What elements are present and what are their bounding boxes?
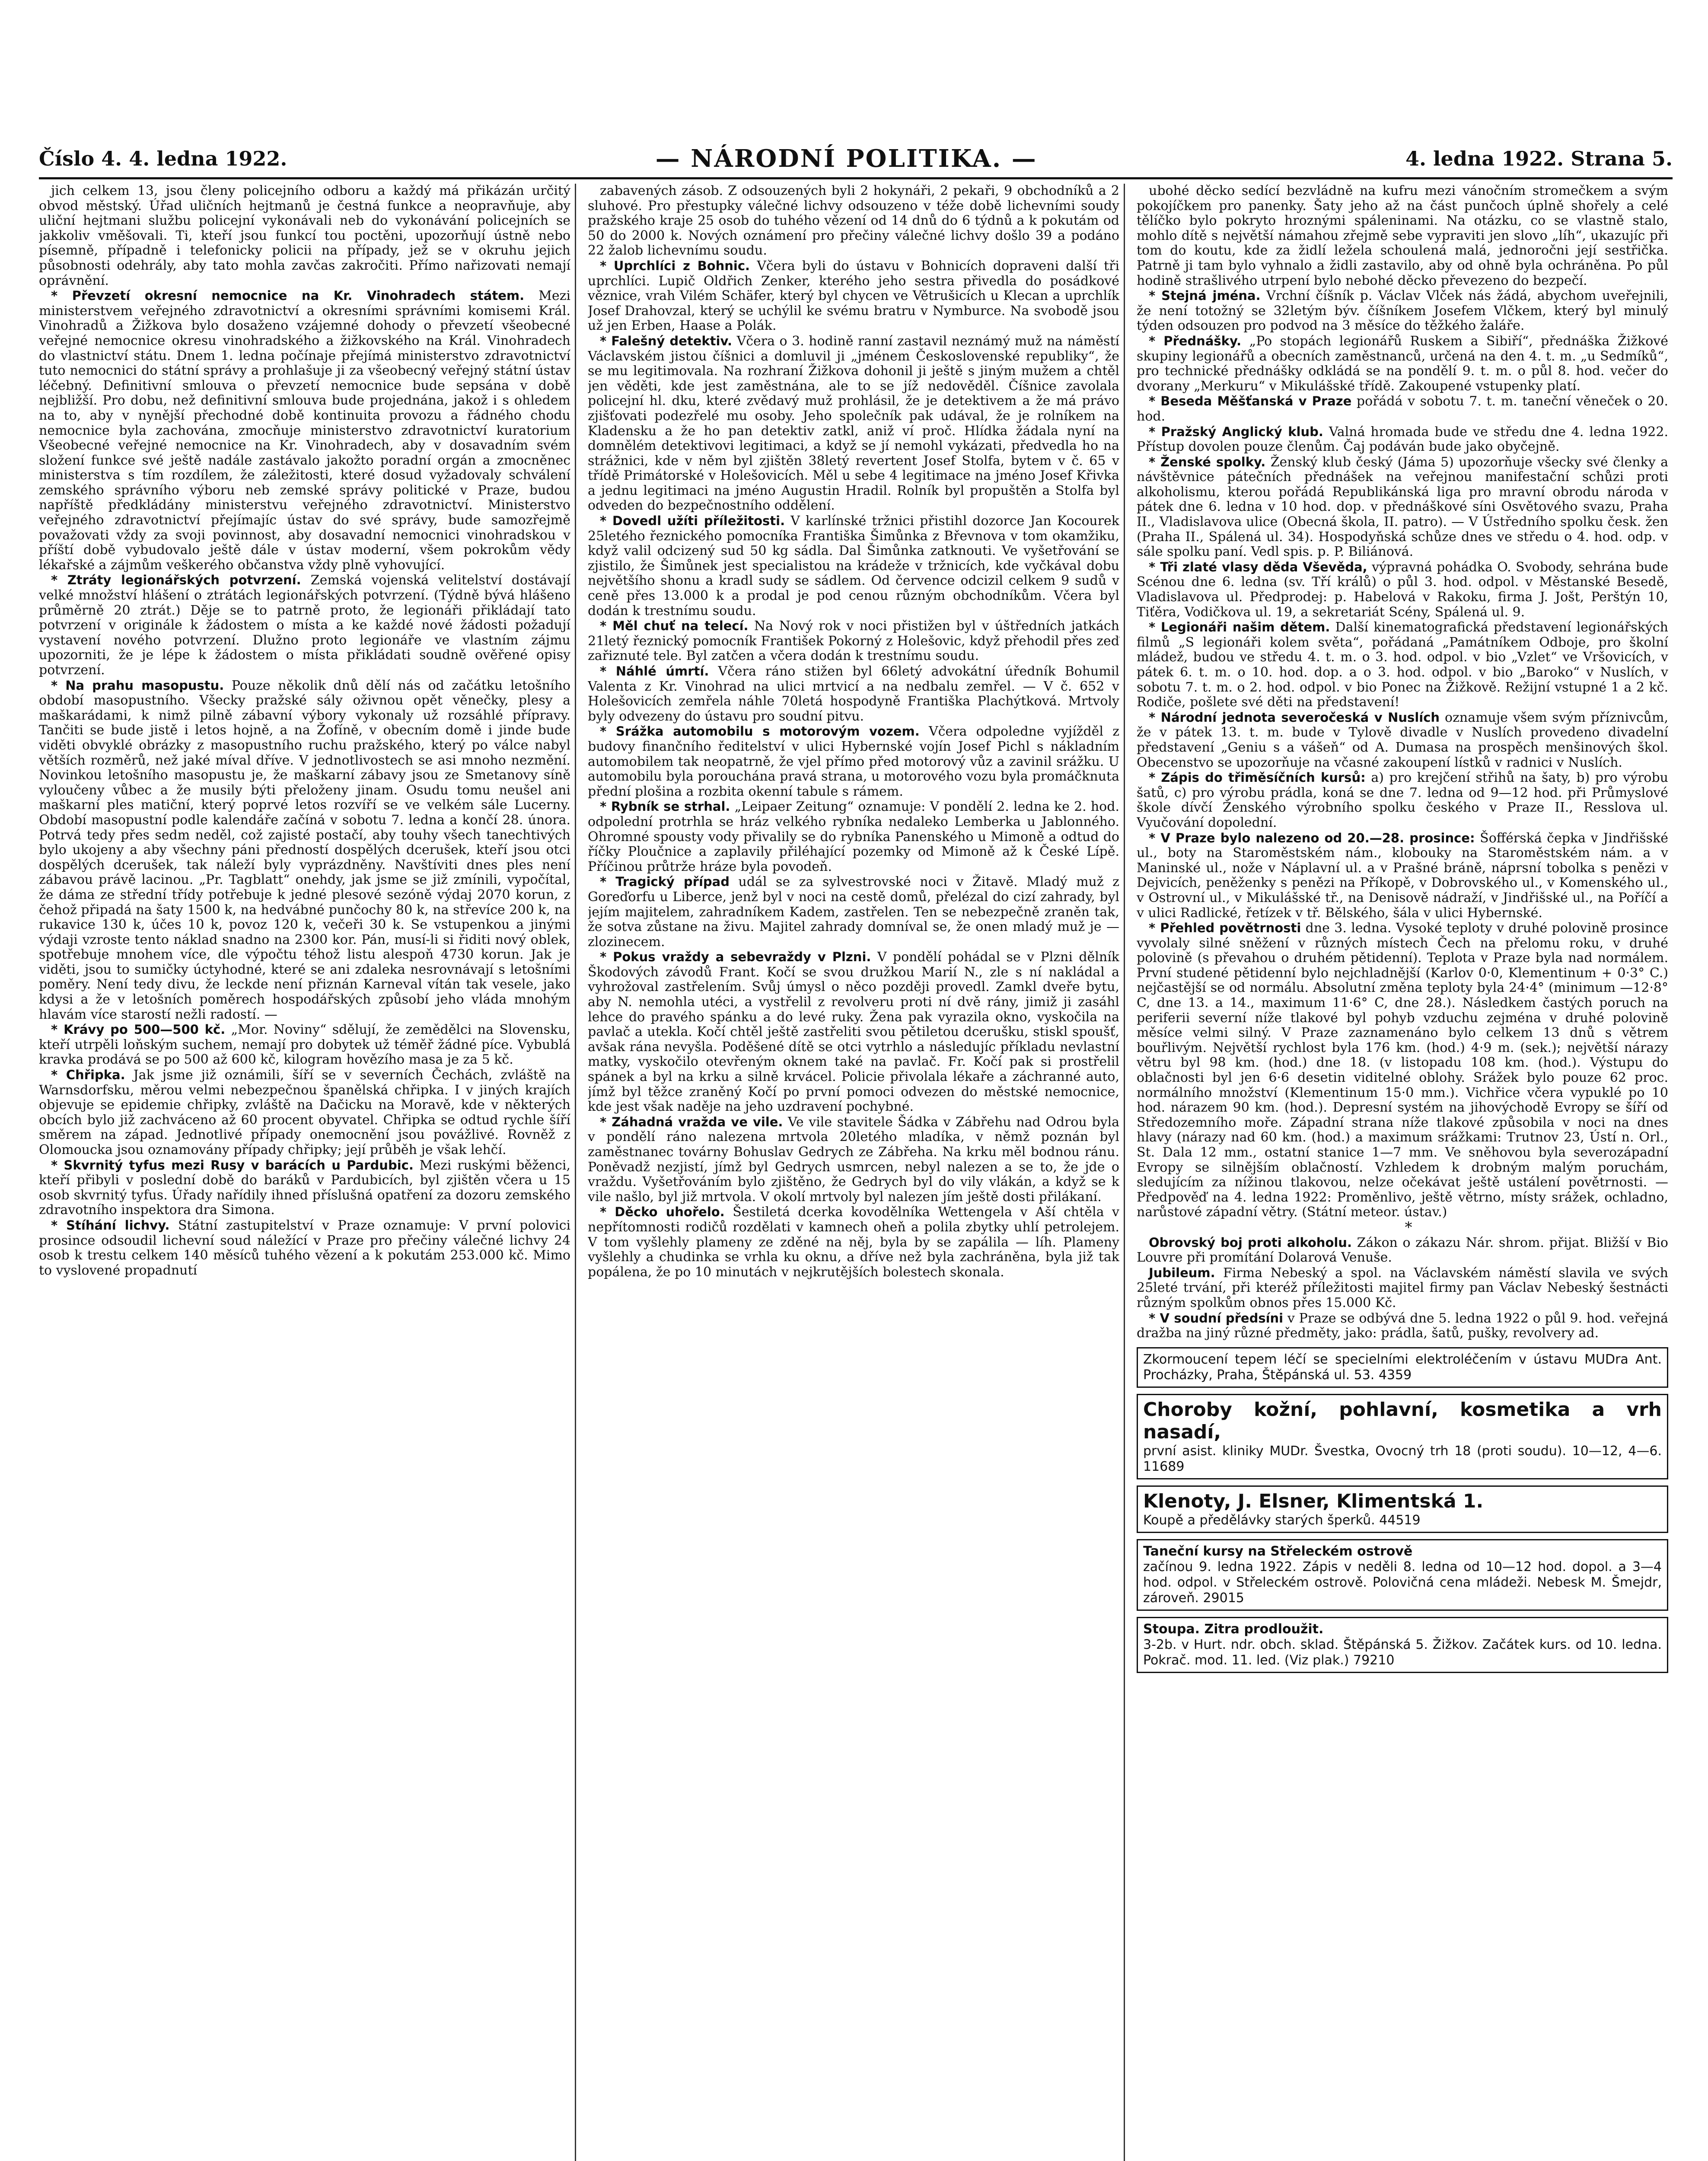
article-heading: * Na prahu masopustu. bbox=[51, 678, 224, 693]
article-heading: * Měl chuť na telecí. bbox=[600, 618, 749, 634]
ad-text: Koupě a předělávky starých šperků. 44519 bbox=[1143, 1512, 1421, 1528]
article-heading: * Pokus vraždy a sebevraždy v Plzni. bbox=[600, 950, 871, 965]
article-text: Státní zastupitelství v Praze oznamuje: V první polovici prosince odsoudil lichevní soud náležící v Praze pro přečiny válečné lichvy 24 osob k trestu celkem 140 měsíců tuhého vězení a k pokutám 253.000 kč. Mimo to vyslovené propadnutí bbox=[39, 1218, 570, 1278]
header-rule bbox=[39, 177, 1673, 179]
article-heading: * Děcko uhořelo. bbox=[600, 1205, 725, 1220]
column-divider bbox=[575, 184, 576, 2161]
article-heading: * Dovedl užíti příležitosti. bbox=[600, 513, 785, 529]
article-heading: * Tragický případ bbox=[600, 874, 730, 889]
article-text: „Leipaer Zeitung“ oznamuje: V pondělí 2. ledna ke 2. hod. odpolední protrhla se hráz velkého rybníka nedaleko Lemberka u Jablonného. Ohromné spousty vody přivalily se do rybníka Panenského u Mimoně a odtud do říčky Ploučnice a zaplavily přiléhající pozemky od Mimoně až k České Lípě. Příčinou průtrže hráze byla povodeň. bbox=[588, 799, 1119, 874]
advertisement bbox=[1137, 1347, 1668, 1388]
article-heading: * Náhlé úmrtí. bbox=[600, 664, 709, 679]
article-text: Firma Nebeský a spol. na Václavském náměstí slavila ve svých 25leté trvání, při kteréž příležitosti majitel firmy pan Václav Nebeský šestnácti různým spolkům obnos přes 15.000 Kč. bbox=[1137, 1265, 1668, 1310]
article-heading: * Převzetí okresní nemocnice na Kr. Vinohradech státem. bbox=[51, 288, 525, 303]
section-separator: * bbox=[1405, 1218, 1412, 1236]
article-heading: * Záhadná vražda ve vile. bbox=[600, 1114, 783, 1129]
article-text: jich celkem 13, jsou členy policejního odboru a každý má přikázán určitý obvod městský. Úřad uličních hejtmanů je čestná funkce a neopravňuje, aby uliční hejtmani službu policejní vykonávali neb do vykonávání policejních se jakkoliv vměšovali. Ti, kteří jsou funkcí tou poctěni, upozorňují ústně nebo písemně, případně i telefonicky policii na případy, jež se v okruhu jejich působnosti odehrály, aby tato mohla zavčas zakročiti. Přímo nařizovati nemají oprávnění. bbox=[39, 184, 570, 288]
ad-headline: Taneční kursy na Střeleckém ostrově bbox=[1143, 1543, 1413, 1559]
article-text: a) pro krejčení střihů na šaty, b) pro výrobu šatů, c) pro výrobu prádla, koná se dne 7. ledna od 9—12 hod. při Průmyslové škole dívčí Ženského výrobního spolku českého v Praze II., Resslova ul. Vyučování dopolední. bbox=[1137, 770, 1668, 830]
article-text: Pouze několik dnů dělí nás od začátku letošního období masopustního. Všecky pražské sály oživnou opět věnečky, plesy a maškarádami, k nimž pilně zábavní výbory vykonaly už rozsáhlé přípravy. Tančiti se bude jistě i letos hojně, a na Žofíně, v obecním domě i jinde bude viděti obvyklé obrázky z masopustního ruchu pražského, který po válce nabyl větších rozměrů, než jaké míval dříve. V jednotlivostech se asi mnoho nezmění. Novinkou letošního masopustu je, že maškarní zábavy jsou ze Smetanovy síně vyloučeny vůbec a že musily býti přeloženy jinam. Osudu tomu neušel ani maškarní ples matiční, který poprvé letos rozvíří se ve velkém sále Lucerny. Období masopustní podle kalendáře začíná v sobotu 7. ledna a končí 28. února. Potrvá tedy přes sedm neděl, což zajisté postačí, aby touhy všech tanechtivých bylo ukojeny a aby všechny páni předností dospělých dcerušek, kteří jsou otci dospělých dcerušek, tak náleží byly vyprázdněny. Navštíviti dnes ples není zábavou právě lacinou. „Pr. Tagblatt“ onehdy, jak jsme se již zmínili, vypočítal, že dáma ze střední třídy potřebuje k jedné plesové sezóně výdaj 2070 korun, z čehož připadá na šaty 1500 k, na hedvábné punčochy 80 k, na střevíce 200 k, na rukavice 130 k, účes 10 k, povoz 120 k, večeři 30 k. Se vstupenkou a jinými výdaji vzroste tento náklad snadno na 2300 kor. Pán, musí-li si řiditi nový oblek, spotřebuje mnohem více, dle výpočtu téhož listu alespoň 4730 korun. Jak je viděti, jsou to sumičky úctyhodné, které se ani zdaleka nesrovnávají s letošními poměry. Není tedy divu, že leckde není přiznán Karneval vítán tak vesele, jako kdysi a že v letošních poměrech hospodářských způsobí jeho vláda mnohým hlavám více starostí nežli radostí. — bbox=[39, 678, 570, 1022]
article-text: Včera o 3. hodině ranní zastavil neznámý muž na náměstí Václavském jistou číšnici a domluvil ji „jménem Československé republiky“, že se mu legitimovala. Na rozhraní Žižkova dohonil ji ještě s jiným mužem a chtěl jen věděti, kde jest zaměstnána, ale to se jíž nedověděl. Číšnice zavolala policejní hl. dku, které zvědavý muž prohlásil, že je detektivem a že má právo zjišťovati podezřelé mu osoby. Jeho společník pak udával, že je rolníkem na Kladensku a že ho pan detektiv zatkl, aniž ví proč. Hlídka žádala nyní na domnělém detektivovi legitimaci, a když se jí nemohl vykázati, předvedla ho na strážnici, kde v něm byl zjištěn 38letý revertent Josef Stolfa, bytem v č. 65 v třídě Primátorské v Holešovicích. Měl u sebe 4 legitimace na jméno Josef Křivka a jednu legitimaci na jméno Augustin Hradil. Rolník byl propuštěn a Stolfa byl odveden do bezpečnostního oddělení. bbox=[588, 333, 1119, 513]
article-text: dne 3. ledna. Vysoké teploty v druhé polovině prosince vyvolaly silné sněžení v různých místech Čech na přelomu roku, v druhé polovině (s převahou o druhém pětidenní). Teplota v Praze byla nad normálem. První studené pětidenní bylo nejchladnější (Karlov 0·0, Klementinum + 0·3° C.) nejčastější se od normálu. Absolutní změna teploty byla 24·4° (minimum —12·8° C, dne 13. a 14., maximum 11·6° C, dne 28.). Následkem častých poruch na periferii severní níže tlakové byl pohyb vzduchu zejména v druhé polovině měsíce velmi silný. V Praze zaznamenáno bylo celkem 13 dnů s větrem bouřlivým. Největší rychlost byla 176 km. (hod.) 4·9 m. (sek.); největší nárazy větru byl 98 km. (hod.) dne 18. (v listopadu 108 km. (hod.). Výstupu do oblačnosti byl jen 6·6 desetin viditelné oblohy. Srážek bylo pouze 62 proc. normálního množství (Klementinum 15·0 mm.). Vichřice včera vypuklé po 10 hod. nárazem 90 km. (hod.). Depresní systém na jihovýchodě Evropy se šíří od Středozemního moře. Západní strana níže tlakové způsobila v noci na dnes hlavy (nárazy nad 60 km. (hod.) a maximum srážkami: Trutnov 23, Ústí n. Orl., St. Dala 12 mm., ostatní stanice 1—7 mm. Ve sněhovou byla severozápadní Evropy se silnějším oblačností. Vzhledem k drobným malým poruchám, sledujícím za nížinou tlakovou, nelze očekávat ještě ustálení povětrnosti. — Předpověď na 4. ledna 1922: Proměnlivo, ještě větrno, místy srážek, ochladno, narůstové západní větry. (Státní meteor. ústav.) bbox=[1137, 921, 1668, 1220]
article-text: Mezi ministerstvem veřejného zdravotnictví a okresními správními komisemi Král. Vinohradů a Žižkova bylo dosaženo vzájemné dohody o převzetí všeobecné veřejné nemocnice okresu vinohradského a žižkovského na Král. Vinohradech do vlastnictví státu. Dnem 1. ledna počínaje přejímá ministerstvo zdravotnictví tuto nemocnici do státní správy a prohlašuje ji za všeobecný veřejný státní ústav léčebný. Definitivní smlouva o převzetí nemocnice bude sepsána v době nejbližší. Pro dobu, než definitivní smlouva bude projednána, jakož i s ohledem na to, aby v nynější přechodné době kontinuita provozu a řádného chodu nemocnice byla zachována, zmocňuje ministerstvo zdravotnictví kuratorium Všeobecné veřejné nemocnice na Kr. Vinohradech, aby v dosavadním svém složení funkce své ještě nadále zastávalo jakožto poradní orgán a zmocněnec ministerstva s tím rozdílem, že záležitosti, které dosud vyžadovaly schválení zemského správního výboru neb zemské správy politické v Praze, budou napříště předkládány ministerstvu veřejného zdravotnictví. Ministerstvo veřejného zdravotnictví přejímajíc ústav do své správy, bude samozřejmě považovati vždy za svoji povinnost, aby dosavadní nemocnici vinohradskou v příští době vybudovalo ještě dále v ústav moderní, všem pokrokům vědy lékařské a zájmům veškerého občanstva vždy plně vyhovující. bbox=[39, 288, 570, 573]
article-heading: * Tři zlaté vlasy děda Vševěda, bbox=[1149, 559, 1367, 574]
article-text: Šestiletá dcerka kovodělníka Wettengela v Aší chtěla v nepřítomnosti rodičů rozdělati v kamnech oheň a polila zbytky uhlí petrolejem. V tom vyšlehly plameny ze zděné na něj, byla by se zapálila — líh. Plameny vyšlehly a chudinka se vrhla ku oknu, a dříve než byla zachráněna, byla již tak popálena, že po 10 minutách v nejkrutějších bolestech skonala. bbox=[588, 1205, 1119, 1280]
column-divider bbox=[1124, 184, 1125, 2161]
article-heading: * Pražský Anglický klub. bbox=[1149, 424, 1323, 439]
ad-text: začínou 9. ledna 1922. Zápis v neděli 8. ledna od 10—12 hod. dopol. a 3—4 hod. odpol. v Střeleckém ostrově. Polovičná cena mládeži. Nebesk M. Šmejdr, zároveň. 29015 bbox=[1143, 1559, 1662, 1606]
article-text: ubohé děcko sedící bezvládně na kufru mezi vánočním stromečkem a svým pokojíčkem pro panenky. Šaty jeho až na část punčoch úplně shořely a celé tělíčko bylo pokryto hroznými spáleninami. Na otázku, co se vlastně stalo, mohlo dítě s největší námahou zřejmě sebe vypraviti jen slovo „líh“, ukazujíc při tom do koutu, kde za židlí ležela schoulená malá, jednoročni její sestřička. Patrně ji tam bylo vyhnalo a židli zastavilo, aby od ohně byla ochráněna. Po půl hodině strašlivého utrpení bylo nebohé děcko převezeno do bezpečí. bbox=[1137, 184, 1668, 288]
column-1 bbox=[39, 184, 570, 2161]
article-heading: * Beseda Měšťanská v Praze bbox=[1149, 394, 1352, 409]
article-text: Vrchní číšník p. Václav Vlček nás žádá, abychom uveřejnili, že není totožný se 32letým býv. číšníkem Josefem Vlčkem, který byl minulý týden odsouzen pro podvod na 3 měsíce do těžkého žaláře. bbox=[1137, 288, 1668, 334]
article-heading: * Stíhání lichvy. bbox=[51, 1218, 170, 1233]
advertisement bbox=[1137, 1539, 1668, 1611]
article-heading: * Ztráty legionářských potvrzení. bbox=[51, 573, 301, 588]
article-heading: * Krávy po 500—500 kč. bbox=[51, 1022, 226, 1037]
article-text: Šofférská čepka v Jindřišské ul., boty na Staroměstském nám., klobouky na Staroměstském nám. a v Maninské ul., nože v Náplavní ul. a v Prašné bráně, náprsní tobolka s penězi v Dejvicích, peněženky s penězi na Příkopě, v Dobrovského ul., v Komenského ul., v Ostrovní ul., v Mikulášské tř., na Denisově nádraží, v Jindřišské ul., na Poříčí a v ulici Radlické, řetízek v tř. Bělského, šála v ulici Hybernské. bbox=[1137, 830, 1668, 921]
article-heading: * Skvrnitý tyfus mezi Rusy v barácích u Pardubic. bbox=[51, 1157, 414, 1173]
article-heading: * V Praze bylo nalezeno od 20.—28. prosince: bbox=[1149, 830, 1475, 845]
ad-text: Zkormoucení tepem léčí se specielními elektroléčením v ústavu MUDra Ant. Procházky, Praha, Štěpánská ul. 53. 4359 bbox=[1143, 1351, 1662, 1383]
column-2 bbox=[588, 184, 1119, 2161]
article-text: Mezi ruskými běženci, kteří přibyli v poslední době do baráků v Pardubicích, byl zjištěn včera u 15 osob skvrnitý tyfus. Úřady nařídily ihned příslušná opatření za dozoru zemského zdravotního inspektora dra Simona. bbox=[39, 1157, 570, 1218]
article-text: Valná hromada bude ve středu dne 4. ledna 1922. Přístup dovolen pouze členům. Čaj podáván bude jako obyčejně. bbox=[1137, 424, 1668, 455]
article-heading: * Falešný detektiv. bbox=[600, 333, 733, 348]
article-heading: * Rybník se strhal. bbox=[600, 799, 730, 814]
article-text: Ve vile stavitele Šádka v Zábřehu nad Odrou byla v pondělí ráno nalezena mrtvola 20letého mladíka, v němž poznán byl zaměstnanec továrny Bohuslav Gedrych ze Zábřeha. Na krku měl bodnou ránu. Poněvadž nezjistí, jímž byl Gedrych usmrcen, nebyl nalezen a se to, že jde o vraždu. Vyšetřováním bylo zjištěno, že Gedrych byl do vily vlákán, a když se k vile našlo, byl již mrtvola. V okolí mrtvoly byl nalezen jím ještě dosti přilákaní. bbox=[588, 1114, 1119, 1205]
ad-text: první asist. kliniky MUDr. Švestka, Ovocný trh 18 (proti soudu). 10—12, 4—6. 11689 bbox=[1143, 1443, 1662, 1474]
article-heading: * Chřipka. bbox=[51, 1068, 125, 1083]
article-heading: * Ženské spolky. bbox=[1149, 454, 1266, 469]
ad-headline: Stoupa. Zitra prodloužit. bbox=[1143, 1621, 1324, 1637]
article-text: V pondělí pohádal se v Plzni dělník Škodových závodů Frant. Kočí se svou družkou Marií N., zle s ní nakládal a vyhrožoval zastřelením. Svůj úmysl o něco později provedl. Zamkl dveře bytu, aby N. nemohla utéci, a vystřelil z revolveru proti ní dvě rány, jimiž ji zasáhl lehce do pravého spánku a do levé ruky. Žena pak vyrazila okno, vyskočila na pavlač a utekla. Kočí chtěl ještě zastřeliti svou pětiletou dcerušku, stiskl spoušť, avšak rána nevyšla. Poděšené dítě se otci vytrhlo a následujíc příkladu nevlastní matky, vyskočilo otevřeným oknem také na pavlač. Fr. Kočí pak si prostřelil spánek a byl na krku a silně krvácel. Policie přivolala lékaře a záchranné auto, jímž byl těžce zraněný Kočí po první pomoci odvezen do městské nemocnice, kde jest však naděje na jeho uzdravení pochybné. bbox=[588, 950, 1119, 1115]
article-text: zabavených zásob. Z odsouzených byli 2 hokynáři, 2 pekaři, 9 obchodníků a 2 sluhové. Pro přestupky válečné lichvy odsouzeno v téže době lichevními soudy pražského kraje 25 osob do tuhého vězení od 14 dnů do 6 týdnů a k pokutám od 50 do 2000 k. Nových oznámení pro přečiny válečné lichvy došlo 39 a podáno 22 žalob lichevnímu soudu. bbox=[588, 184, 1119, 258]
newspaper-title: — NÁRODNÍ POLITIKA. — bbox=[655, 144, 1037, 173]
column-3 bbox=[1137, 184, 1668, 2161]
article-heading: * Přehled povětrnosti bbox=[1149, 921, 1301, 936]
article-heading: * Přednášky. bbox=[1149, 333, 1242, 348]
article-text: Zemská vojenská velitelství dostávají velké množství hlášení o ztrátách legionářských potvrzení. (Týdně bývá hlášeno průměrně 20 ztrát.) Děje se to patrně proto, že legionáři přikládají tato potvrzení v originále k žádostem o místa a ke každé nové žádosti požadují vystavení nového potvrzení. Dlužno proto legionáře ve vlastním zájmu upozorniti, že je lépe k žádostem o místa přikládati soudně ověřené opisy potvrzení. bbox=[39, 573, 570, 678]
article-heading: * Legionáři našim dětem. bbox=[1149, 620, 1330, 635]
article-text: Na Nový rok v noci přistižen byl v úštředních jatkách 21letý řeznický pomocník František Pokorný z Holešovic, když přehodil přes zeď zařiznuté tele. Byl zatčen a včera dodán k trestnímu soudu. bbox=[588, 618, 1119, 664]
article-heading: * V soudní předsíni bbox=[1149, 1310, 1284, 1326]
article-heading: Jubileum. bbox=[1149, 1265, 1215, 1280]
article-heading: * Uprchlíci z Bohnic. bbox=[600, 258, 750, 273]
article-text: „Po stopách legionářů Ruskem a Sibiří“, přednáška Žižkové skupiny legionářů a obecních zaměstnanců, určená na den 4. t. m. „u Sedmíků“, pro technické přednášky odkládá se na pondělí 9. t. m. o půl 8. hod. večer do dvorany „Merkuru“ v Mikulášské třídě. Zakoupené vstupenky platí. bbox=[1137, 333, 1668, 394]
article-text: Včera odpoledne vyjížděl z budovy finančního ředitelství v ulici Hybernské vojín Josef Pichl s nákladním automobilem tak neopatrně, že vjel přímo před motorový vůz a zavinil srážku. U automobilu byla porouchána pravá strana, u motorového vozu byla promáčknuta přední plošina a rozbita okenní tabule s rámem. bbox=[588, 724, 1119, 799]
article-heading: * Zápis do třiměsíčních kursů: bbox=[1149, 770, 1366, 785]
article-text: pořádá v sobotu 7. t. m. taneční věneček o 20. hod. bbox=[1137, 394, 1668, 424]
article-text: Jak jsme již oznámili, šíří se v severních Čechách, zvláště na Warnsdorfsku, měrou velmi nebezpečnou španělská chřipka. I v jiných krajích objevuje se epidemie chřipky, zvláště na Dačicku na Moravě, kde v některých obcích bylo již zachváceno až 60 procent obyvatel. Chřipka se odtud rychle šíří směrem na západ. Jednotlivé případy onemocnění jsou povážlivé. Rovněž z Olomoucka jsou oznamovány případy chřipky; její průběh je však lehčí. bbox=[39, 1068, 570, 1157]
article-text: Včera ráno stižen byl 66letý advokátní úředník Bohumil Valenta z Kr. Vinohrad na ulici mrtvicí a na nedbalu zemřel. — V č. 652 v Holešovicích zemřela náhle 70letá hospodyně Františka Plachýtková. Mrtvoly byly odvezeny do ústavu pro soudní pitvu. bbox=[588, 664, 1119, 724]
article-text: Ženský klub český (Jáma 5) upozorňuje všecky své členky a návštěvnice pátečních přednášek na veřejnou manifestační schůzi proti alkoholismu, kterou pořádá Republikánská liga pro mravní obrodu národa v pátek dne 6. ledna v 10 hod. dop. v přednáškové síni Osvětového svazu, Praha II., Vladislavova ulice (Obecná škola, II. patro). — V Ústředního spolku česk. žen (Praha II., Spálená ul. 34). Hospodyňská schůze dnes ve středu o 4. hod. odp. v sále spolku paní. Vedl spis. p. P. Biliánová. bbox=[1137, 454, 1668, 560]
article-text: Další kinematografická představení legionářských filmů „S legionáři kolem světa“, pořádaná „Památníkem Odboje, pro školní mládež, budou ve středu 4. t. m. o 3. hod. odpol. v bio „Vzlet“ ve Vršovicích, v pátek 6. t. m. o 10. hod. dop. a o 3. hod. odpol. v bio „Baroko“ v Nuslích, v sobotu 7. t. m. o 2. hod. odpol. v bio Ponec na Žižkově. Režijní vstupné 1 a 2 kč. Rodiče, pošlete své děti na představení! bbox=[1137, 620, 1668, 710]
article-heading: * Srážka automobilu s motorovým vozem. bbox=[600, 724, 920, 739]
article-text: výpravná pohádka O. Svobody, sehrána bude Scénou dne 6. ledna (sv. Tří králů) o půl 3. hod. odpol. v Městanské Besedě, Vladislavova ul. Předprodej: p. Habelová v Rakoku, firma J. Jošt, Perštýn 10, Tiťěra, Vodičkova ul. 19, a sekretariát Scény, Spálená ul. 9. bbox=[1137, 559, 1668, 620]
article-text: „Mor. Noviny“ sdělují, že zemědělci na Slovensku, kteří utrpěli loňským suchem, nemají pro dobytek už téměř žádné píce. Vybublá kravka prodává se po 500 až 600 kč, kilogram hovězího masa je za 5 kč. bbox=[39, 1022, 570, 1068]
article-text: Zákon o zákazu Nár. shrom. přijat. Bližší v Bio Louvre při promítání Dolarová Venuše. bbox=[1137, 1235, 1668, 1265]
article-heading: * Stejná jména. bbox=[1149, 288, 1261, 303]
advertisement bbox=[1137, 1394, 1668, 1479]
ad-headline: Choroby kožní, pohlavní, kosmetika a vrh nasadí, bbox=[1143, 1398, 1662, 1443]
article-text: Včera byli do ústavu v Bohnicích dopraveni další tři uprchlíci. Lupič Oldřich Zenker, kterého jeho sestra přivedla do posádkové věznice, vrah Vilém Schäfer, který byl chycen ve Větrušicích u Klecan a uprchlík Josef Drahovzal, který se uchýlil ke svému bratru v Nymburce. Na svobodě jsou už jen Erben, Haase a Polák. bbox=[588, 258, 1119, 334]
advertisement bbox=[1137, 1617, 1668, 1673]
masthead bbox=[39, 143, 1673, 174]
article-text: oznamuje všem svým příznivcům, že v pátek 13. t. m. bude v Tylově divadle v Nuslích provedeno divadelní představení „Geniu s a vášeň“ od A. Dumasa na prospěch menšinových škol. Obecenstvo se upozorňuje na včasné zakoupení lístků v radnici v Nuslích. bbox=[1137, 710, 1668, 770]
ad-headline: Klenoty, J. Elsner, Klimentská 1. bbox=[1143, 1490, 1484, 1512]
article-text: V karlínské tržnici přistihl dozorce Jan Kocourek 25letého řeznického pomocníka Františka Šimůnka z Břevnova v tom okamžiku, když valil odcizený sud 50 kg sádla. Dal Šimůnka zatknouti. Ve vyšetřování se zjistilo, že Šimůnek jest specialistou na krádeže v tržnicích, kde vyčkával dobu největšího shonu a kradl sudy se sádlem. Od července odcizil celkem 9 sudů v ceně přes 13.000 k a prodal je pod cenou různým obchodníkům. Včera byl dodán k trestnímu soudu. bbox=[588, 513, 1119, 618]
article-text: udál se za sylvestrovské noci v Žitavě. Mladý muž z Goreďorfu u Liberce, jenž byl v noci na cestě domů, přelézal do cizí zahrady, byl jejím majitelem, zahradníkem Kadem, zastřelen. Ten se nebezpečně zraněn tak, že sotva zůstane na živu. Majitel zahrady domníval se, že onen mladý muž je — zlozinecem. bbox=[588, 874, 1119, 950]
issue-date: Číslo 4. 4. ledna 1922. bbox=[39, 147, 287, 170]
article-text: v Praze se odbývá dne 5. ledna 1922 o půl 9. hod. veřejná dražba na jiný různé předměty, jako: prádla, šatů, pušky, revolvery ad. bbox=[1137, 1310, 1668, 1341]
page-number: 4. ledna 1922. Strana 5. bbox=[1405, 147, 1673, 170]
article-heading: * Národní jednota severočeská v Nuslích bbox=[1149, 710, 1440, 725]
ad-text: 3-2b. v Hurt. ndr. obch. sklad. Štěpánská 5. Žižkov. Začátek kurs. od 10. ledna. Pokrač. mod. 11. led. (Viz plak.) 79210 bbox=[1143, 1637, 1662, 1668]
advertisement bbox=[1137, 1485, 1668, 1533]
article-heading: Obrovský boj proti alkoholu. bbox=[1149, 1235, 1352, 1250]
